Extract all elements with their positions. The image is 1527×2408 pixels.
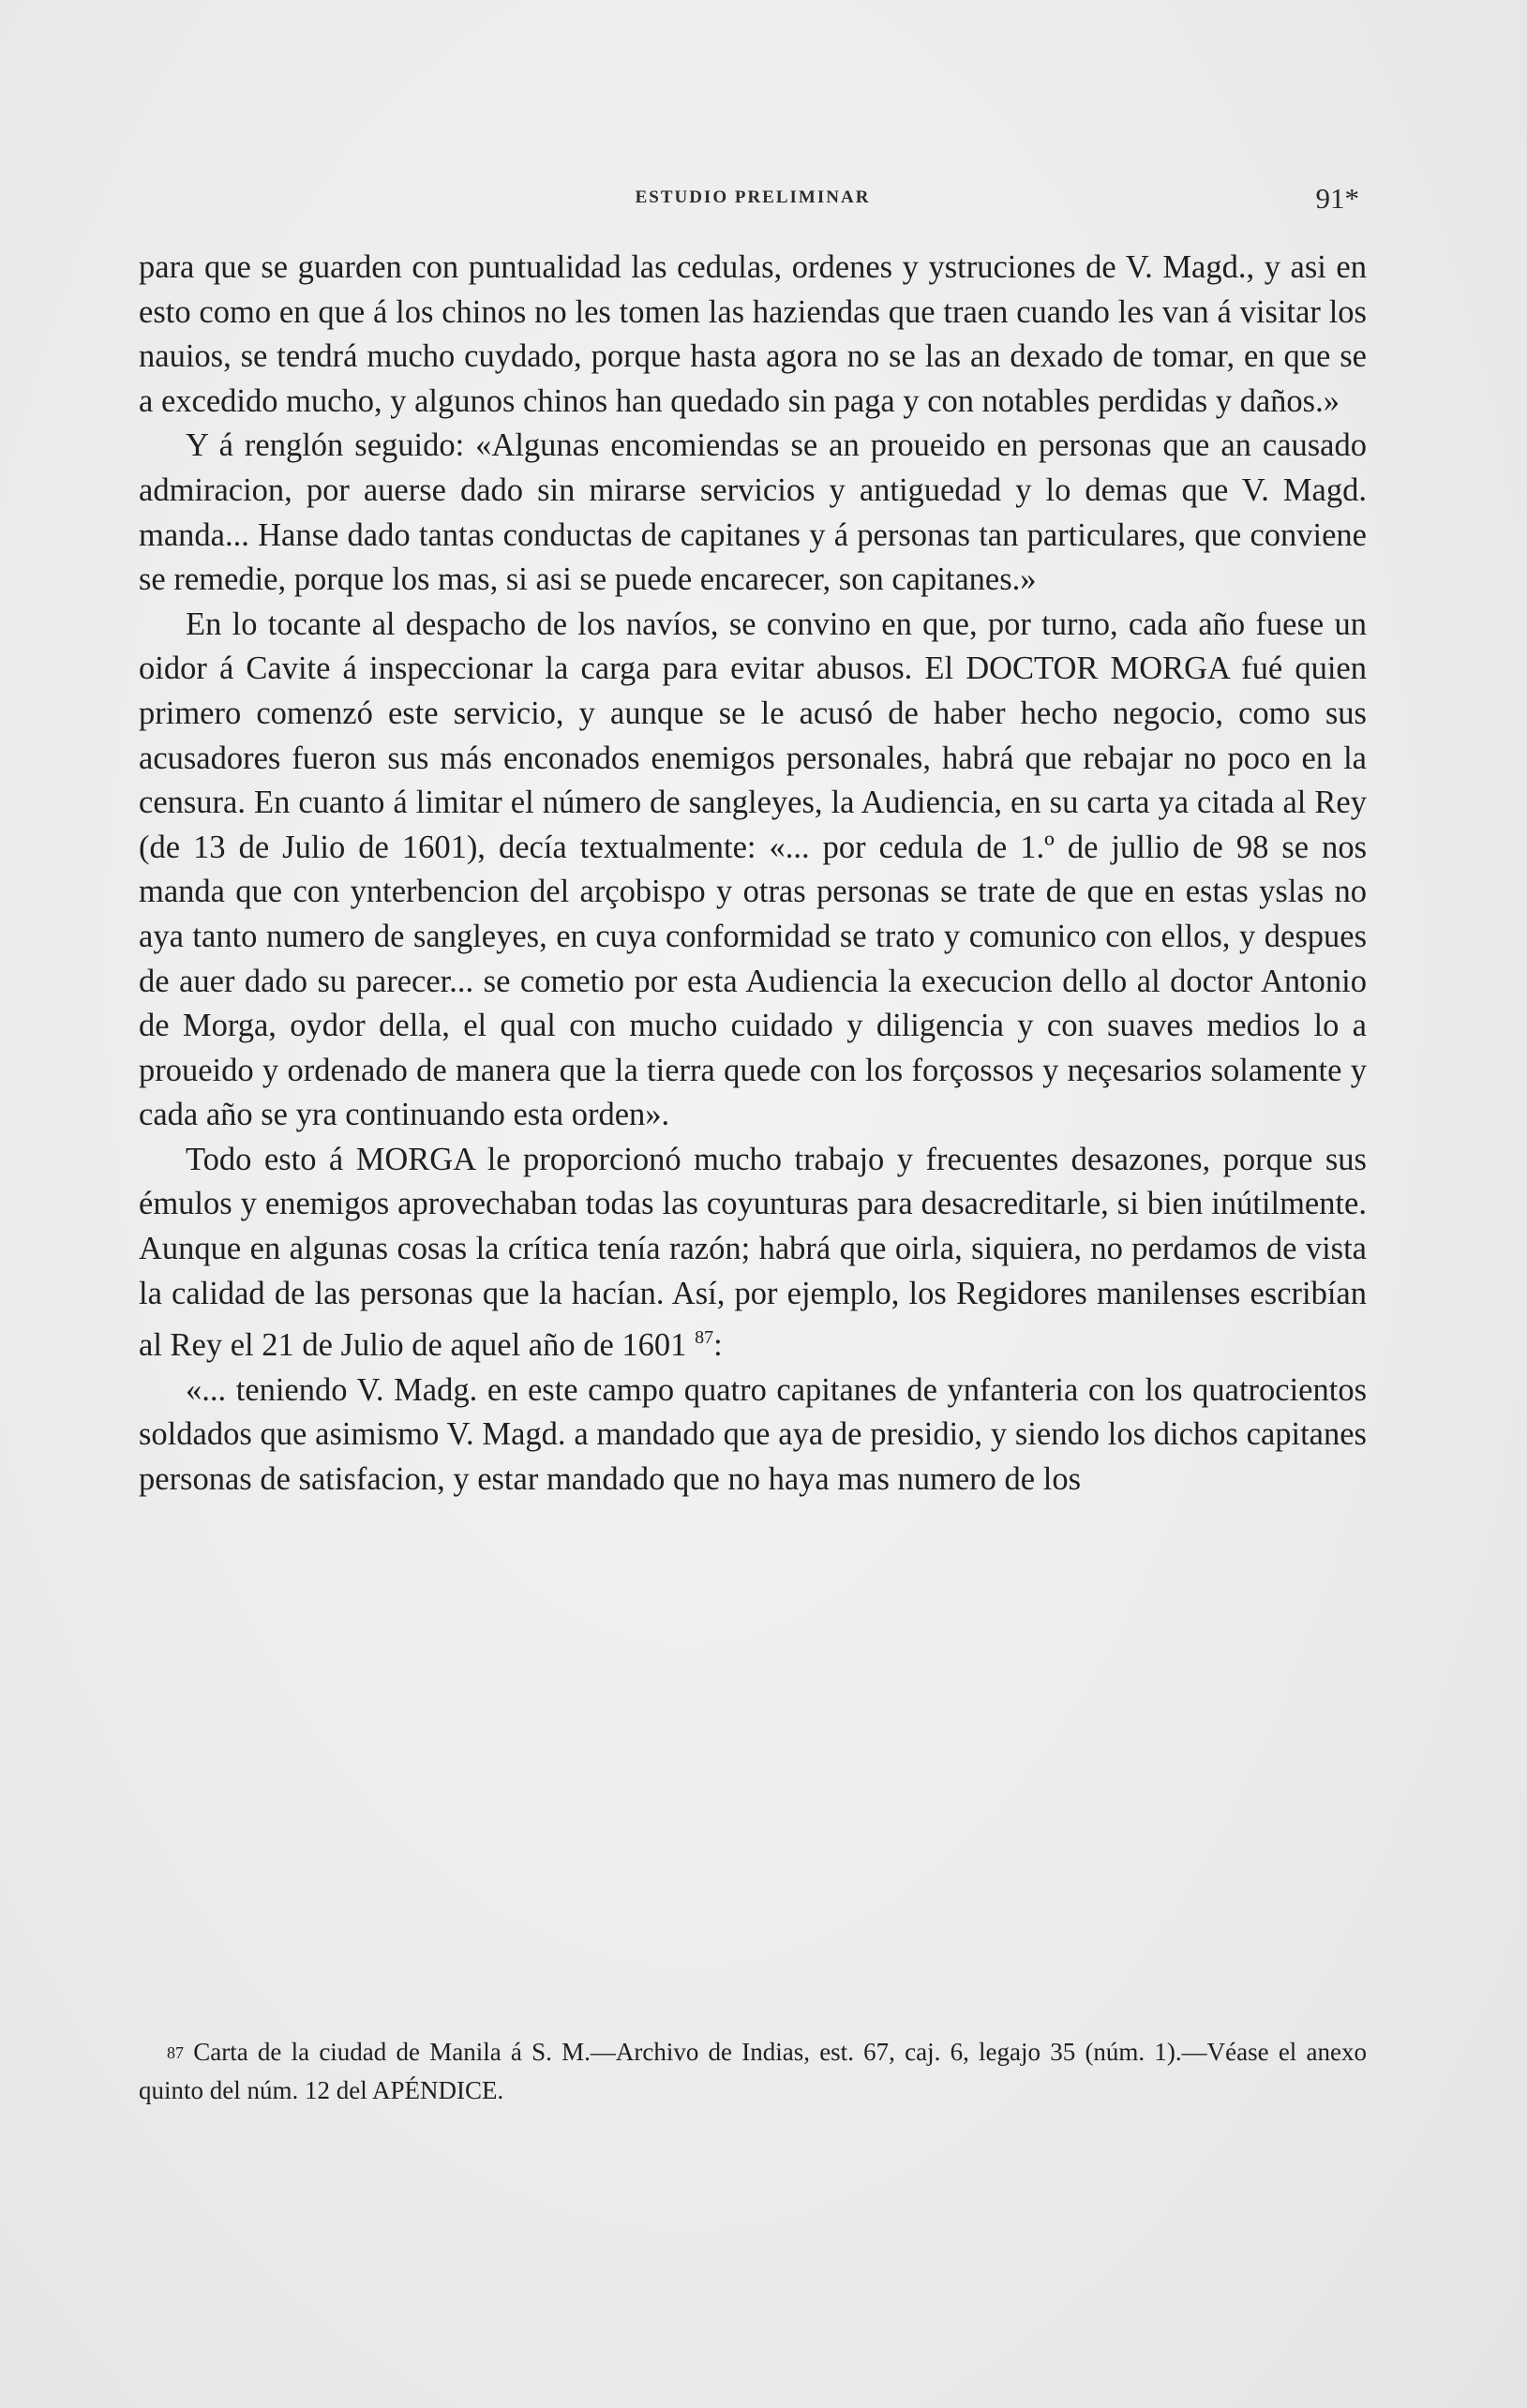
paragraph-4-colon: : xyxy=(713,1327,723,1364)
paragraph-5: «... teniendo V. Madg. en este campo quatro capitanes de ynfanteria con los quatrocientos soldados que asimismo V. Magd. a mandado que aya de presidio, y siendo los dichos capitanes personas de satisfacion, y estar mandado que no haya mas numero de los xyxy=(139,1371,1367,1498)
paragraph-1: para que se guarden con puntualidad las cedulas, ordenes y ystruciones de V. Magd., y asi en esto como en que á los chinos no les tomen las haziendas que traen cuando les van á visitar los nauios, se tendrá mucho cuydado, porque hasta agora no se las an dexado de tomar, en que se a excedido mucho, y algunos chinos han quedado sin paga y con notables perdidas y daños.» xyxy=(139,249,1367,419)
footnote xyxy=(139,2033,1367,2109)
page-number: 91* xyxy=(1315,182,1359,215)
running-title: ESTUDIO PRELIMINAR xyxy=(635,187,871,207)
footnote-reference: 87 xyxy=(695,1327,714,1349)
footnote-number: 87 xyxy=(167,2043,184,2062)
paragraph-4-text: Todo esto á MORGA le proporcionó mucho trabajo y frecuentes desazones, porque sus émulos y enemigos aprovechaban todas las coyunturas para desacreditarle, si bien inútilmente. Aunque en algunas cosas la crítica tenía razón; habrá que oirla, siquiera, no perdamos de vista la calidad de las personas que la hacían. Así, por ejemplo, los Regidores manilenses escribían al Rey el 21 de Julio de aquel año de 1601 xyxy=(139,1141,1367,1364)
paragraph-3: En lo tocante al despacho de los navíos, se convino en que, por turno, cada año fuese un oidor á Cavite á inspeccionar la carga para evitar abusos. El DOCTOR MORGA fué quien primero comenzó este servicio, y aunque se le acusó de haber hecho negocio, como sus acusadores fueron sus más enconados enemigos personales, habrá que rebajar no poco en la censura. En cuanto á limitar el número de sangleyes, la Audiencia, en su carta ya citada al Rey (de 13 de Julio de 1601), decía textualmente: «... por cedula de 1.º de jullio de 98 se nos manda que con ynterbencion del arçobispo y otras personas se trate de que en estas yslas no aya tanto numero de sangleyes, en cuya conformidad se trato y comunico con ellos, y despues de auer dado su parecer... se cometio por esta Audiencia la execucion dello al doctor Antonio de Morga, oydor della, el qual con mucho cuidado y diligencia y con suaves medios lo a proueido y ordenado de manera que la tierra quede con los forçossos y neçesarios solamente y cada año se yra continuando esta orden». xyxy=(139,606,1367,1133)
body-text xyxy=(139,246,1367,1503)
paragraph-4 xyxy=(139,1138,1367,1369)
paragraph-2: Y á renglón seguido: «Algunas encomiendas se an proueido en personas que an causado admiracion, por auerse dado sin mirarse servicios y antiguedad y lo demas que V. Magd. manda... Hanse dado tantas conductas de capitanes y á personas tan particulares, que conviene se remedie, porque los mas, si asi se puede encarecer, son capitanes.» xyxy=(139,427,1367,598)
footnote-text: Carta de la ciudad de Manila á S. M.—Archivo de Indias, est. 67, caj. 6, legajo 35 (núm. 1).—Véase el anexo quinto del núm. 12 del APÉNDICE. xyxy=(139,2038,1367,2104)
running-head xyxy=(139,182,1367,216)
